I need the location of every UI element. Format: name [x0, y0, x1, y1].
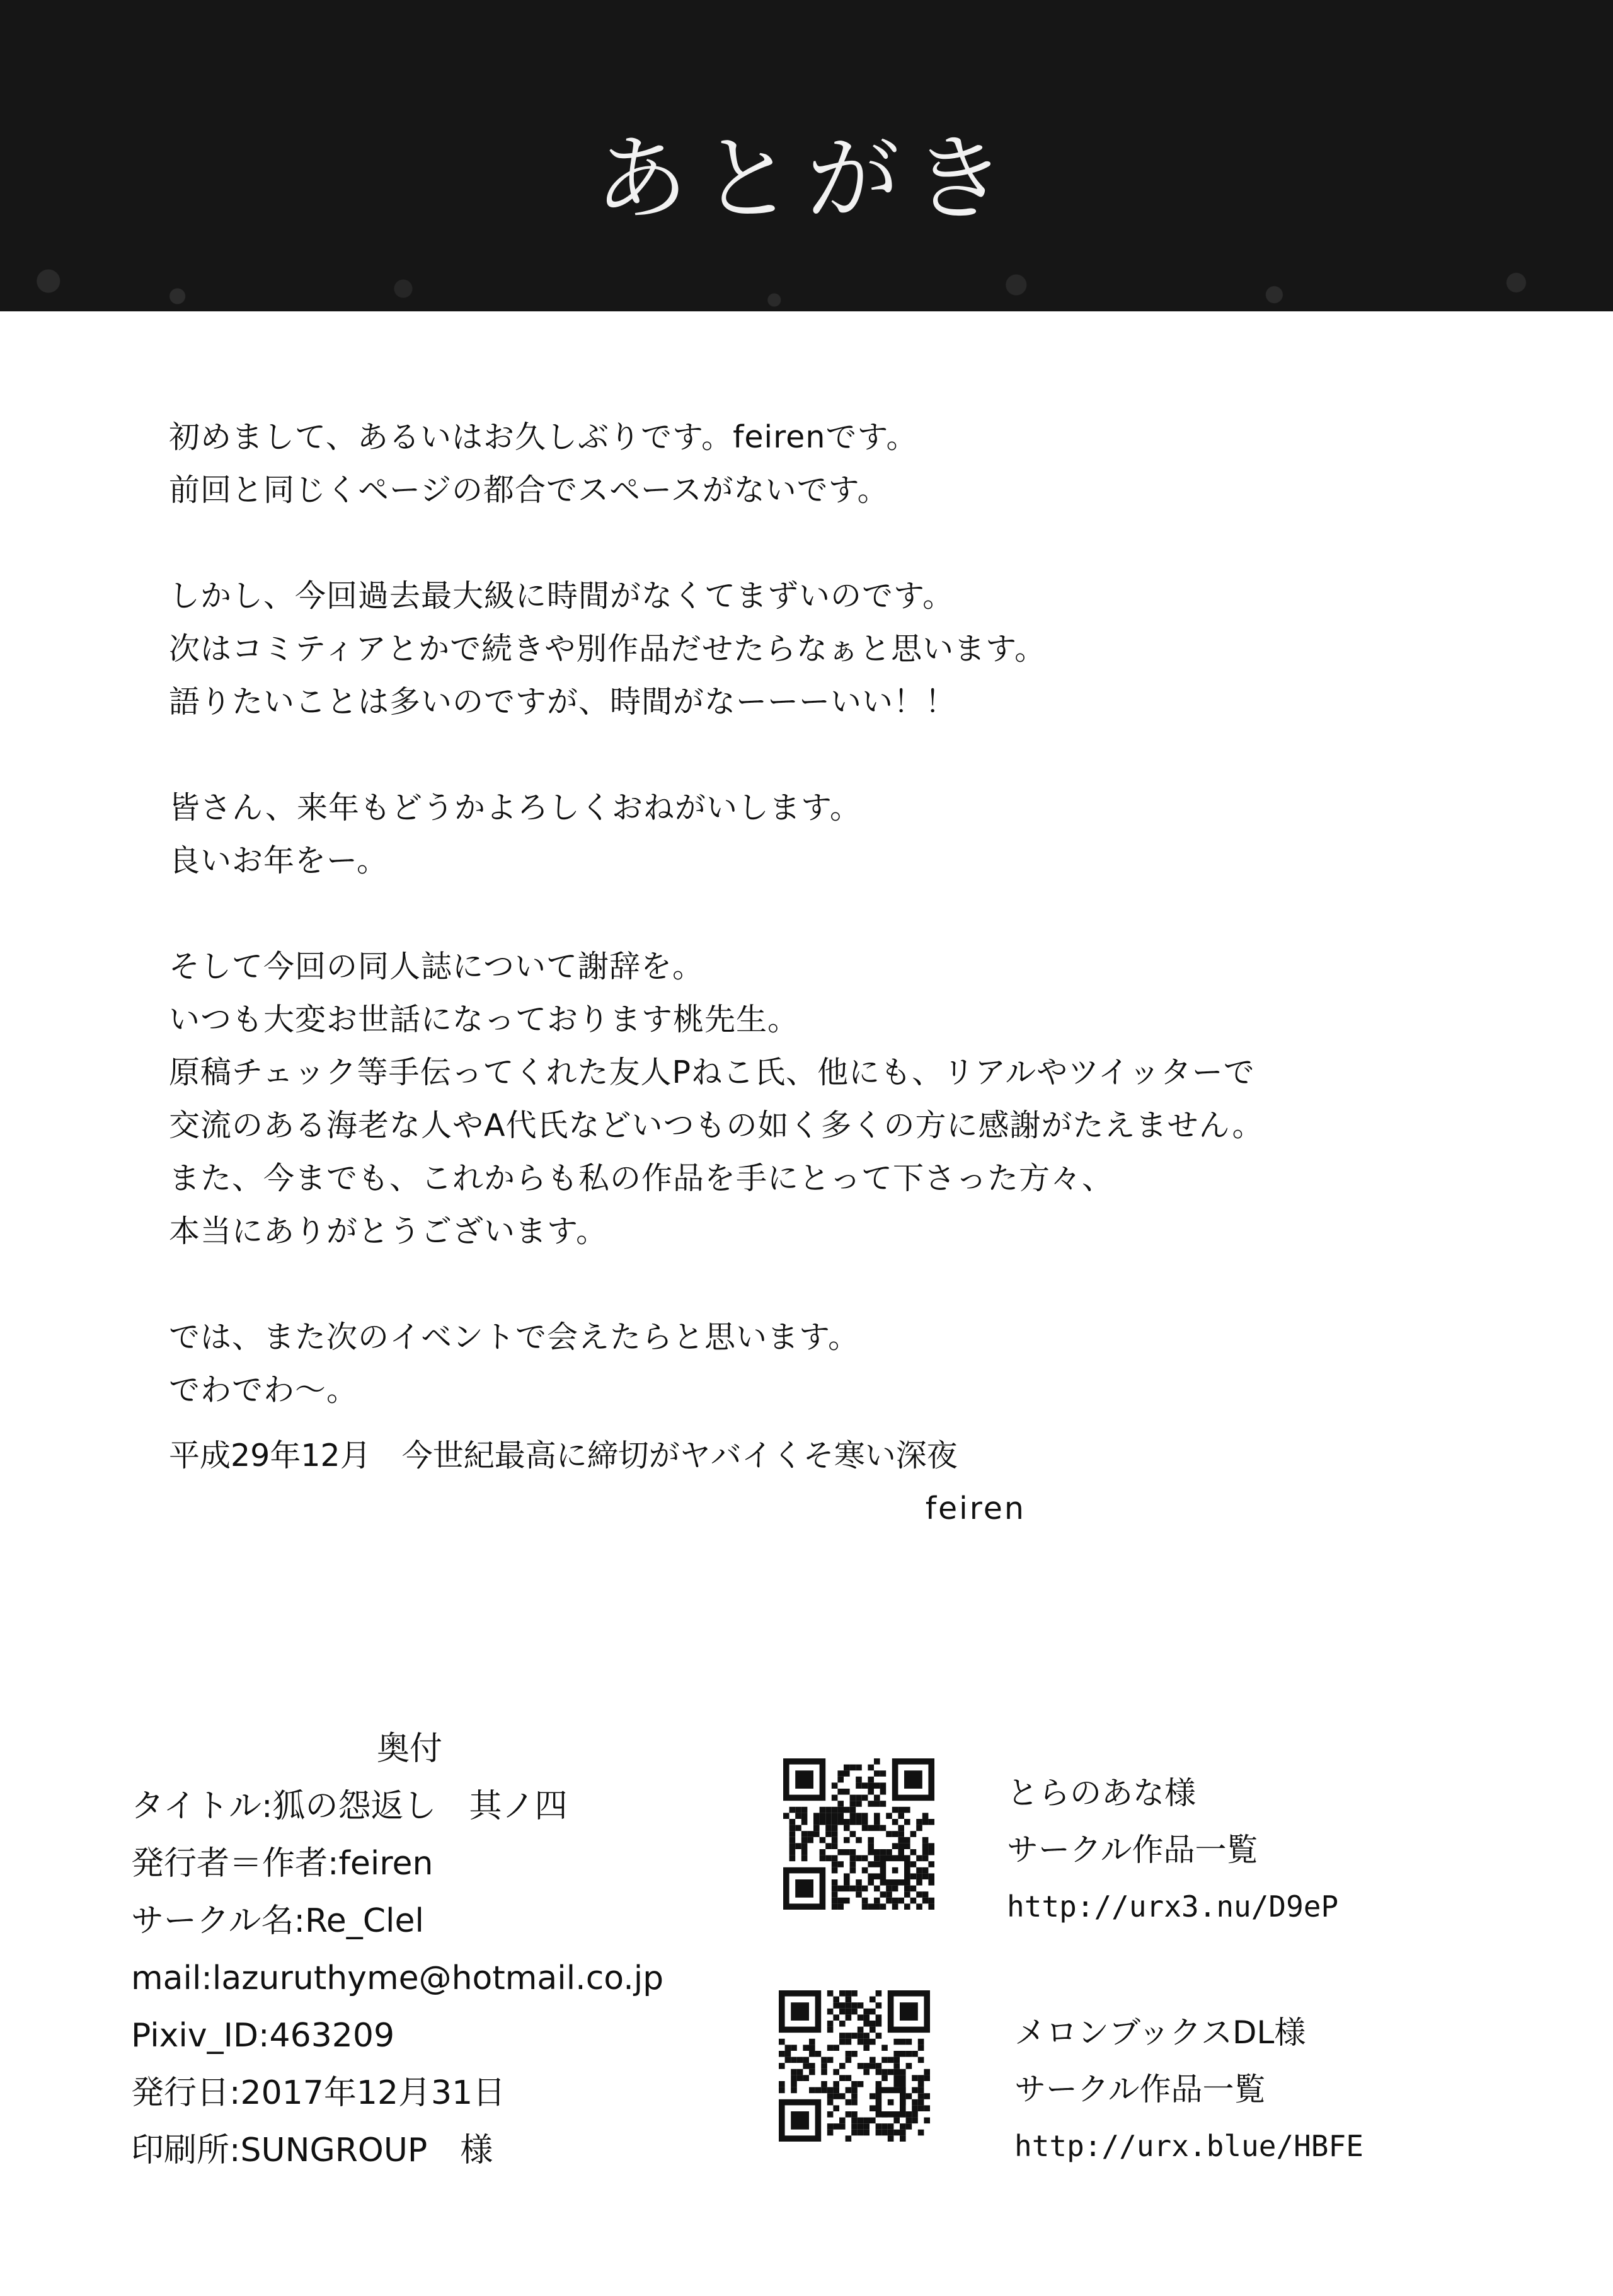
afterword-body — [169, 411, 1429, 1470]
header-texture — [0, 236, 1613, 311]
header-band — [0, 0, 1613, 311]
page-title: あとがき — [595, 125, 1018, 233]
colophon-date: 発行日:2017年12月31日 — [131, 2074, 506, 2112]
paragraph-2 — [169, 570, 1429, 729]
text-line: また、今までも、これからも私の作品を手にとって下さった方々、 — [169, 1160, 1114, 1196]
date-line: 平成29年12月 今世紀最高に締切がヤバイくそ寒い深夜 — [169, 1438, 958, 1474]
text-line: 原稿チェック等手伝ってくれた友人Pねこ氏、他にも、リアルやツイッターで — [169, 1054, 1255, 1090]
shop-toranoana — [1007, 1765, 1338, 1935]
shop-url-link[interactable]: http://urx3.nu/D9eP — [1007, 1889, 1339, 1924]
text-line: そして今回の同人誌について謝辞を。 — [169, 949, 704, 984]
colophon-mail: mail:lazuruthyme@hotmail.co.jp — [131, 1959, 664, 1997]
text-line: いつも大変お世話になっております桃先生。 — [169, 1001, 800, 1037]
text-line: しかし、今回過去最大級に時間がなくてまずいのです。 — [169, 578, 955, 614]
qr-code-icon[interactable] — [783, 1758, 934, 1910]
text-line: 次はコミティアとかで続きや別作品だせたらなぁと思います。 — [169, 631, 1047, 667]
shop-subtitle: サークル作品一覧 — [1007, 1832, 1258, 1868]
colophon-pixiv: Pixiv_ID:463209 — [131, 2017, 395, 2055]
shop-name: とらのあな様 — [1007, 1775, 1196, 1811]
text-line: では、また次のイベントで会えたらと思います。 — [169, 1319, 860, 1355]
paragraph-5 — [169, 1311, 1429, 1417]
paragraph-1 — [169, 411, 1429, 517]
text-line: 初めまして、あるいはお久しぶりです。feirenです。 — [169, 419, 918, 455]
qr-code-toranoana — [783, 1758, 934, 1910]
text-line: 皆さん、来年もどうかよろしくおねがいします。 — [169, 790, 862, 826]
paragraph-4 — [169, 940, 1429, 1258]
paragraph-3 — [169, 782, 1429, 887]
author-signature: feiren — [925, 1491, 1026, 1526]
text-line: 語りたいことは多いのですが、時間がなーーーいい！！ — [169, 684, 957, 720]
signature-block — [169, 1429, 1026, 1535]
colophon-circle: サークル名:Re_Clel — [131, 1902, 424, 1940]
shop-melonbooks — [1014, 2004, 1363, 2174]
qr-code-melonbooks — [779, 1990, 930, 2142]
colophon-heading: 奥付 — [377, 1730, 443, 1768]
text-line: でわでわ～。 — [169, 1372, 359, 1408]
text-line: 本当にありがとうございます。 — [169, 1213, 608, 1249]
text-line: 交流のある海老な人やA代氏などいつもの如く多くの方に感謝がたえません。 — [169, 1107, 1264, 1143]
colophon-title: タイトル:狐の怨返し 其ノ四 — [131, 1787, 568, 1825]
text-line: 良いお年をー。 — [169, 843, 389, 879]
shop-name: メロンブックスDL様 — [1014, 2014, 1306, 2051]
colophon-printer: 印刷所:SUNGROUP 様 — [131, 2132, 493, 2169]
shop-url-link[interactable]: http://urx.blue/HBFE — [1014, 2129, 1363, 2163]
colophon — [131, 1721, 761, 2179]
text-line: 前回と同じくページの都合でスペースがないです。 — [169, 472, 889, 508]
qr-code-icon[interactable] — [779, 1990, 930, 2142]
colophon-publisher: 発行者＝作者:feiren — [131, 1845, 433, 1883]
shop-subtitle: サークル作品一覧 — [1014, 2071, 1266, 2108]
